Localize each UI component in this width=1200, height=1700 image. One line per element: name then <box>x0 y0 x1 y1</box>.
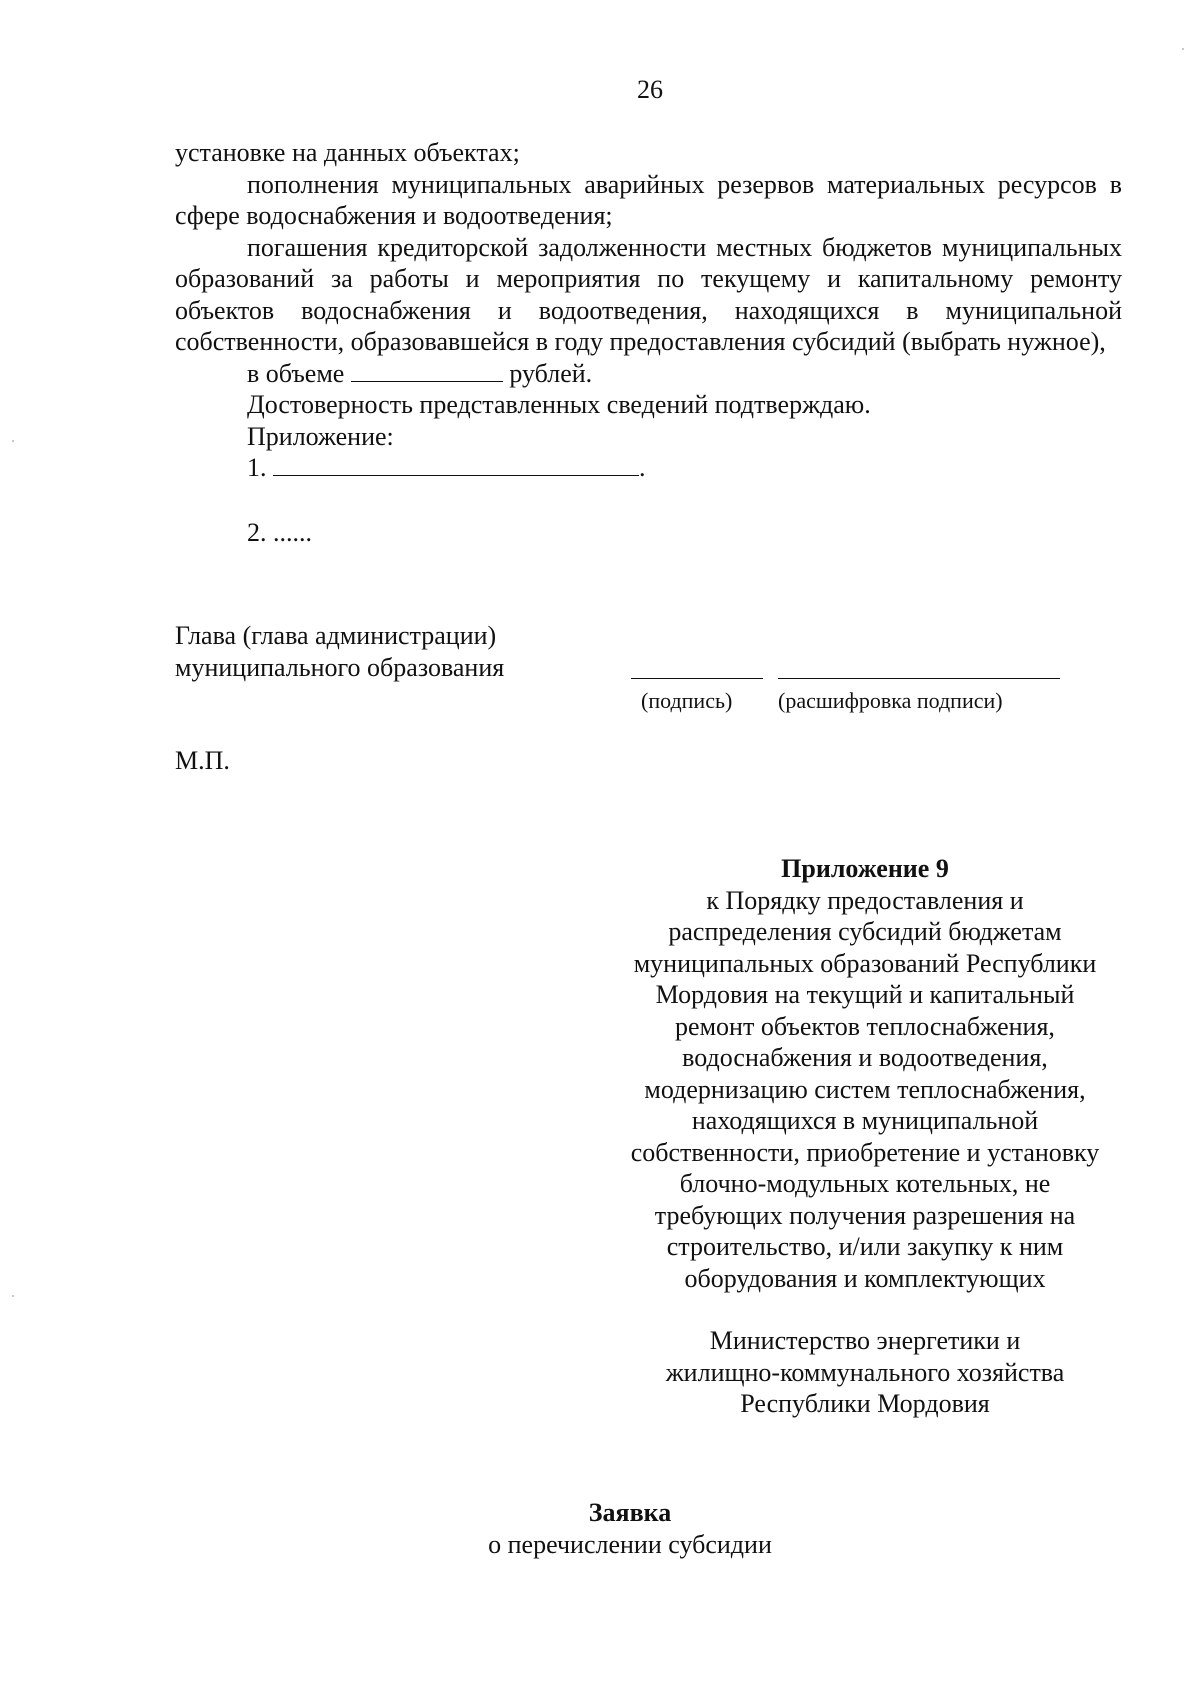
volume-line <box>175 358 1122 390</box>
scan-speck <box>12 440 14 442</box>
appendix-line: распределения субсидий бюджетам <box>668 917 1062 946</box>
attachment-item-2: 2. ...... <box>247 517 312 547</box>
signature-line[interactable] <box>631 678 763 679</box>
appendix-line: находящихся в муниципальной <box>691 1106 1039 1135</box>
volume-suffix: рублей. <box>509 358 593 388</box>
stamp-label: М.П. <box>175 746 230 775</box>
appendix-block <box>600 853 1130 1420</box>
appendix-line: собственности, приобретение и установку <box>630 1137 1100 1167</box>
volume-prefix: в объеме <box>247 358 345 388</box>
attachment-item-1-end: . <box>639 453 646 482</box>
appendix-heading: Приложение 9 <box>781 854 949 883</box>
appendix-line: модернизацию систем теплоснабжения, <box>644 1074 1086 1104</box>
appendix-line: муниципальных образований Республики <box>633 948 1097 978</box>
appendix-line: ремонт объектов теплоснабжения, <box>675 1011 1055 1041</box>
ministry-line: жилищно-коммунального хозяйства <box>665 1357 1065 1387</box>
attachment-item-1-blank-field[interactable] <box>273 453 639 476</box>
confirmation-text: Достоверность представленных сведений подтверждаю. <box>247 390 871 419</box>
appendix-line: к Порядку предоставления и <box>706 885 1024 915</box>
volume-blank-field[interactable] <box>351 359 503 382</box>
item-debt: погашения кредиторской задолженности местных бюджетов муниципальных образований за работы и мероприятия по текущему и капитальному ремонту объектов водоснабжения и водоотведения, находящихся в муниципальной собственности, образовавшейся в году предоставления субсидий (выбрать нужное), <box>175 232 1122 356</box>
document-title <box>30 1497 1200 1560</box>
appendix-line: водоснабжения и водоотведения, <box>682 1043 1048 1072</box>
appendix-line: оборудования и комплектующих <box>684 1263 1046 1293</box>
attachment-label: Приложение: <box>247 421 394 451</box>
line-continuation: установке на данных объектах; <box>175 138 520 167</box>
appendix-line: требующих получения разрешения на <box>654 1200 1076 1230</box>
signature-caption: (подпись) <box>641 688 733 713</box>
appendix-line: блочно-модульных котельных, не <box>679 1169 1051 1198</box>
item-replenishment: пополнения муниципальных аварийных резервов материальных ресурсов в сфере водоснабжения и водоотведения; <box>175 169 1122 230</box>
ministry-line: Министерство энергетики и <box>709 1326 1021 1355</box>
signature-block <box>175 620 1122 713</box>
ministry-line: Республики Мордовия <box>740 1389 990 1418</box>
attachment-item-1-number: 1. <box>247 453 267 482</box>
scan-speck <box>1182 48 1184 50</box>
document-heading: Заявка <box>588 1498 672 1527</box>
signature-decoding-line[interactable] <box>778 678 1060 679</box>
scan-speck <box>12 1295 14 1297</box>
attachment-item-1 <box>175 452 1122 484</box>
signature-title-line-2: муниципального образования <box>175 652 505 682</box>
document-subheading: о перечислении субсидии <box>488 1529 772 1559</box>
appendix-line: Мордовия на текущий и капитальный <box>655 980 1075 1009</box>
signature-title-line-1: Глава (глава администрации) <box>175 621 497 650</box>
appendix-line: строительство, и/или закупку к ним <box>666 1232 1064 1261</box>
signature-title <box>175 620 1122 683</box>
page-number: 26 <box>637 75 663 104</box>
body-text <box>175 137 1122 548</box>
signature-decoding-caption: (расшифровка подписи) <box>778 688 1003 713</box>
